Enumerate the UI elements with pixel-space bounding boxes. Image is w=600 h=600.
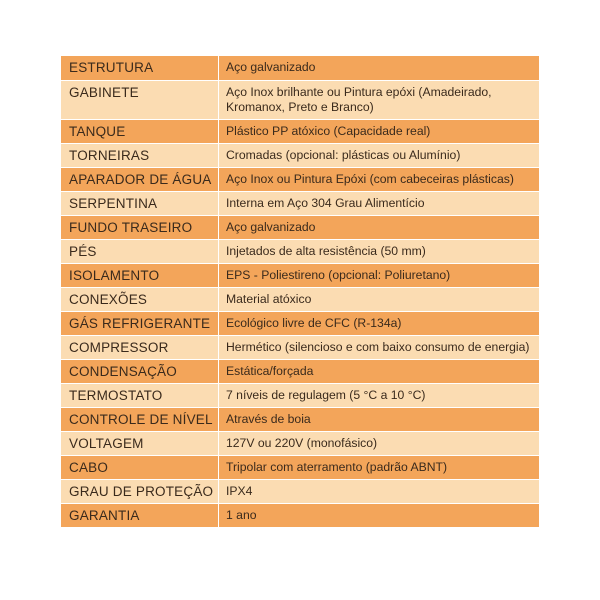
spec-row-cabo: [61, 455, 539, 479]
spec-label: CONDENSAÇÃO: [61, 359, 219, 383]
spec-value: Aço Inox brilhante ou Pintura epóxi (Amadeirado, Kromanox, Preto e Branco): [219, 80, 540, 119]
spec-row-aparador: [61, 167, 539, 191]
spec-row-controle-de-nivel: [61, 407, 539, 431]
spec-value: EPS - Poliestireno (opcional: Poliuretano): [219, 263, 540, 287]
spec-row-garantia: [61, 503, 539, 527]
spec-label: TERMOSTATO: [61, 383, 219, 407]
spec-label: TANQUE: [61, 119, 219, 143]
spec-value: IPX4: [219, 479, 540, 503]
spec-value: Através de boia: [219, 407, 540, 431]
spec-label: FUNDO TRASEIRO: [61, 215, 219, 239]
spec-label: CABO: [61, 455, 219, 479]
spec-label: GARANTIA: [61, 503, 219, 527]
spec-row-voltagem: [61, 431, 539, 455]
spec-value: Plástico PP atóxico (Capacidade real): [219, 119, 540, 143]
spec-value: Estática/forçada: [219, 359, 540, 383]
spec-value: Aço Inox ou Pintura Epóxi (com cabeceiras plásticas): [219, 167, 540, 191]
spec-row-compressor: [61, 335, 539, 359]
spec-label: GABINETE: [61, 80, 219, 119]
spec-row-torneiras: [61, 143, 539, 167]
spec-value: Material atóxico: [219, 287, 540, 311]
spec-label: VOLTAGEM: [61, 431, 219, 455]
spec-row-grau-de-protecao: [61, 479, 539, 503]
spec-table-body: [61, 56, 539, 527]
spec-row-conexoes: [61, 287, 539, 311]
spec-value: Injetados de alta resistência (50 mm): [219, 239, 540, 263]
spec-value: Hermético (silencioso e com baixo consumo de energia): [219, 335, 540, 359]
spec-row-serpentina: [61, 191, 539, 215]
spec-label: GÁS REFRIGERANTE: [61, 311, 219, 335]
spec-label: APARADOR DE ÁGUA: [61, 167, 219, 191]
spec-label: PÉS: [61, 239, 219, 263]
spec-label: COMPRESSOR: [61, 335, 219, 359]
spec-table: [61, 56, 539, 528]
spec-value: Aço galvanizado: [219, 56, 540, 80]
spec-value: Ecológico livre de CFC (R-134a): [219, 311, 540, 335]
spec-label: CONEXÕES: [61, 287, 219, 311]
spec-value: Interna em Aço 304 Grau Alimentício: [219, 191, 540, 215]
spec-row-estrutura: [61, 56, 539, 80]
spec-row-tanque: [61, 119, 539, 143]
spec-label: ESTRUTURA: [61, 56, 219, 80]
spec-label: TORNEIRAS: [61, 143, 219, 167]
spec-value: 7 níveis de regulagem (5 °C a 10 °C): [219, 383, 540, 407]
spec-label: ISOLAMENTO: [61, 263, 219, 287]
spec-value: Tripolar com aterramento (padrão ABNT): [219, 455, 540, 479]
spec-row-fundo-traseiro: [61, 215, 539, 239]
spec-value: 1 ano: [219, 503, 540, 527]
spec-row-termostato: [61, 383, 539, 407]
spec-row-gabinete: [61, 80, 539, 119]
spec-row-isolamento: [61, 263, 539, 287]
spec-label: SERPENTINA: [61, 191, 219, 215]
spec-row-condensacao: [61, 359, 539, 383]
spec-row-pes: [61, 239, 539, 263]
spec-label: CONTROLE DE NÍVEL: [61, 407, 219, 431]
spec-value: 127V ou 220V (monofásico): [219, 431, 540, 455]
spec-row-gas-refrigerante: [61, 311, 539, 335]
spec-value: Aço galvanizado: [219, 215, 540, 239]
spec-value: Cromadas (opcional: plásticas ou Alumínio): [219, 143, 540, 167]
spec-label: GRAU DE PROTEÇÃO: [61, 479, 219, 503]
